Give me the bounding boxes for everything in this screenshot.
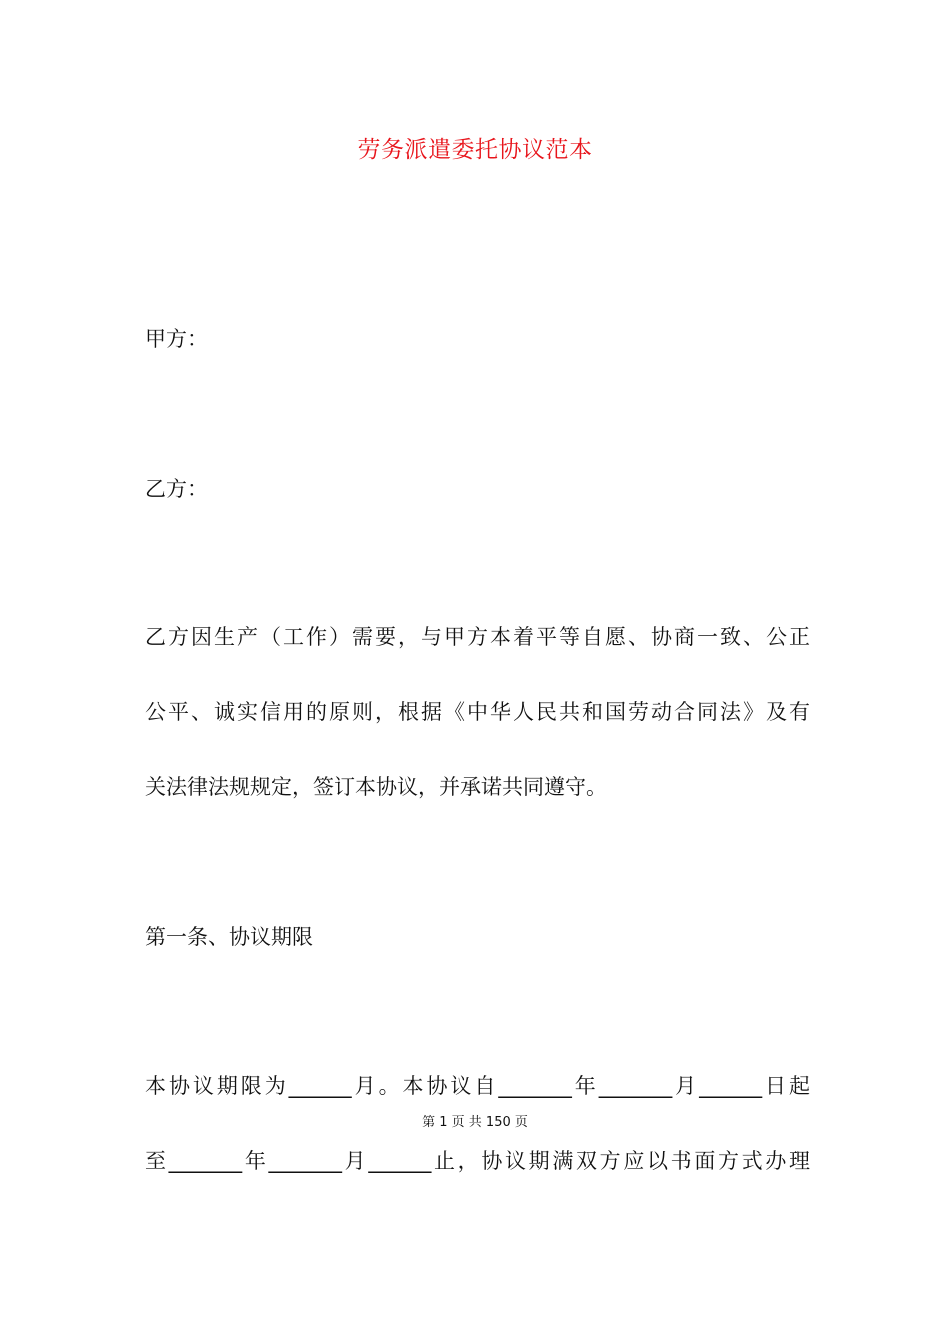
- party-b-label: 乙方：: [145, 477, 208, 501]
- party-a-label: 甲方：: [145, 327, 208, 351]
- article-1-heading: 第一条、协议期限: [145, 925, 313, 949]
- intro-line-3: 关法律法规规定，签订本协议，并承诺共同遵守。: [145, 775, 607, 799]
- document-title: 劳务派遣委托协议范本: [357, 137, 593, 163]
- intro-line-1: 乙方因生产（工作）需要，与甲方本着平等自愿、协商一致、公正: [145, 625, 810, 649]
- article-1-line-2: 至_______年_______月______止，协议期满双方应以书面方式办理: [145, 1149, 810, 1173]
- page-footer: [0, 1113, 950, 1133]
- article-1-line-1: 本协议期限为______月。本协议自_______年_______月______日起: [145, 1074, 810, 1098]
- intro-line-2: 公平、诚实信用的原则，根据《中华人民共和国劳动合同法》及有: [145, 700, 810, 724]
- page-number-label: 第 1 页 共 150 页: [422, 1115, 528, 1130]
